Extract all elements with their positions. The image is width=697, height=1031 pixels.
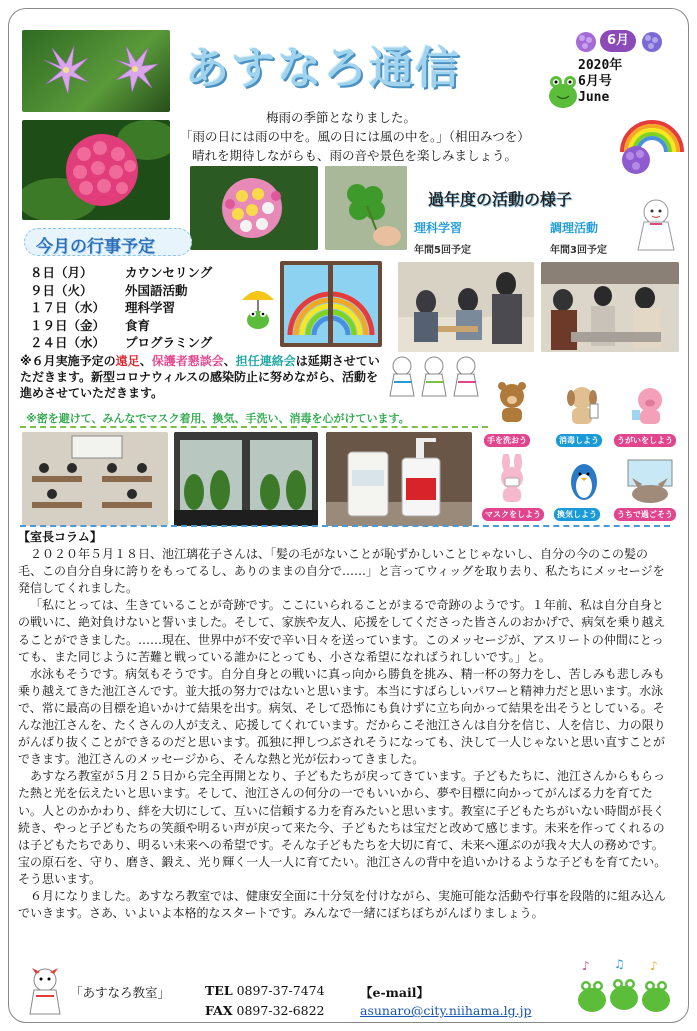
- event-name: 理科学習: [125, 300, 176, 315]
- footer-fax: [205, 1003, 325, 1018]
- director-column: [18, 529, 668, 922]
- column-paragraph: あすなろ教室が５月２５日から完全再開となり、子どもたちが戻ってきています。子どもたちに、池江さんからもらった熱と光を伝えたいと思います。そして、池江さんの何分の一でもいいから、夢や目標に向かってがんばる力を育てたい。人とのかかわり、絆を大切にして、互いに信頼する力を育みたいと思います。教室に子どもたちがいない時間が長く続き、やっと子どもたちの笑顔や明るい声が戻って来た今、子どもたちは宝だと改めて感じます。未来を作ってくれるのは子どもたちであり、明るい未来への希望です。そんな子どもたちを大切に育て、未来へ運ぶのが我々大人の務めです。宝の原石を、守り、磨き、鍛え、光り輝く一人一人に育てたい。池江さんの背中を追いかけるような子どもを育てたい。そう思います。: [18, 769, 667, 886]
- notice-suffix: は延期させていただきます。新型コロナウィルスの感染防止に努めながら、活動を進めさせていただきます。: [20, 354, 380, 400]
- event-name: 外国語活動: [125, 282, 188, 298]
- newsletter-title: あすなろ通信: [185, 43, 461, 94]
- notice-item-teacher-meeting: 担任連絡会: [235, 354, 296, 368]
- cooking-note: 年間3回予定: [550, 245, 607, 256]
- raindrop-border: [20, 525, 670, 527]
- event-name: カウンセリング: [125, 265, 213, 280]
- intro-text: [180, 108, 530, 165]
- notice-item-parent-meeting: 保護者懇談会: [151, 354, 224, 368]
- mascot-icon: [28, 966, 62, 1020]
- dog-disinfect-icon: [562, 380, 602, 432]
- science-activity-photo: [398, 262, 534, 352]
- cooking-label: 調理活動: [550, 221, 599, 235]
- notice-prefix: ※６月実施予定の: [20, 354, 116, 368]
- hygiene-caption: 換気しよう: [554, 508, 600, 521]
- cooking-activity-photo: [541, 262, 679, 352]
- event-date: ９日（火）: [30, 282, 93, 298]
- pig-gargle-icon: [630, 380, 670, 432]
- frog-umbrella-icon: [240, 286, 276, 336]
- notice-item-excursion: 遠足: [115, 354, 140, 368]
- science-note: 年間5回予定: [414, 245, 471, 256]
- notice-text: [20, 353, 380, 401]
- mask-note: ※密を避けて、みんなでマスク着用、換気、手洗い、消毒を心がけています。: [26, 412, 410, 425]
- notice-separator: 、: [223, 354, 236, 368]
- teru-teru-bozu-trio-icon: [386, 352, 482, 404]
- intro-line-3: 晴れを期待しながらも、雨の音や景色を楽しみましょう。: [192, 148, 518, 163]
- intro-line-2: 「雨の日には雨の中を。風の日には風の中を。」（相田みつを）: [180, 129, 530, 144]
- event-row: [30, 264, 212, 282]
- event-name: プログラミング: [125, 335, 213, 350]
- footer-email-label: 【e-mail】: [360, 985, 429, 1000]
- hydrangea-decoration-icon: [574, 30, 598, 58]
- issue-info: [578, 58, 622, 106]
- science-label: 理科学習: [414, 221, 463, 235]
- issue-month-en: June: [578, 90, 610, 105]
- classroom-photo: [22, 432, 168, 526]
- column-paragraph: 水泳もそうです。病気もそうです。自分自身との戦いに真っ向から勝負を挑み、精一杯の努力をし、苦しみも悲しみも乗り越えてきた池江さんです。並大抵の努力ではないと思います。本当にすばらしいパワーと精神力だと思います。水泳で、常に最高の目標を追いかけて結果を出す。病気、そして恐怖にも負けずに立ち向かって結果を出そうとしている。そんな池江さんを、たくさんの人が支え、応援してくれています。だからこそ池江さんは自分を信じ、人を信じ、力の限りがんばり抜くことができるのだと思います。孤独に押しつぶされそうになっても、決して一人じゃないと思い直すことができます。池江さんのメッセージから、そんな熱と光が伝わってきました。: [18, 666, 666, 767]
- issue-month: 6月号: [578, 74, 612, 89]
- column-paragraph: 「私にとっては、生きていることが奇跡です。ここにいられることがまるで奇跡のようです。１年前、私は自分自身との戦いに、絶対負けないと誓いました。そして、家族や友人、応援をしてくださった皆さんのおかげで、病気を乗り越えることができました。……現在、世界中が不安で辛い日々を送っています。このメッセージが、アスリートの仲間にとっても、また同じように苦難と戦っている誰かにとっても、小さな希望になればうれしいです。」と。: [18, 598, 666, 664]
- footer-org: 「あすなろ教室」: [70, 985, 171, 1000]
- event-name: 食育: [125, 317, 151, 333]
- event-row: [30, 334, 212, 352]
- svg-text:♪: ♪: [650, 959, 658, 973]
- bear-washing-hands-icon: [492, 378, 532, 430]
- hydrangea-photo: [22, 120, 170, 220]
- column-paragraph: ６月になりました。あすなろ教室では、健康安全面に十分気を付けながら、実施可能な活動や行事を段階的に組み込んでいきます。さあ、いよいよ本格的なスタートです。みんなで一緒にぼちぼちがんばりましょう。: [18, 888, 667, 921]
- hygiene-caption: うがいをしよう: [614, 434, 676, 447]
- green-dashed-divider: [20, 426, 488, 428]
- event-date: ２４日（水）: [30, 335, 106, 350]
- cat-stay-home-icon: [626, 456, 674, 508]
- column-paragraph: ２０２０年５月１８日、池江璃花子さんは、「髪の毛がないことが恥ずかしいことじゃないし、自分の今のこの髪の毛、この自分自身に誇りをもってるし、ありのままの自分で……」と言ってウィッグを取り去り、私たちにメッセージを発信してくれました。: [18, 547, 665, 596]
- rainbow-hydrangea-icon: [614, 112, 684, 182]
- clover-photo: [325, 166, 407, 250]
- event-date: １７日（水）: [30, 300, 106, 315]
- issue-year: 2020年: [578, 58, 623, 73]
- month-badge: 6月: [600, 30, 636, 52]
- event-row: [30, 299, 212, 317]
- fax-label: FAX: [205, 1003, 233, 1018]
- hydrangea-decoration-icon: [640, 30, 664, 58]
- hygiene-caption: 消毒しよう: [556, 434, 602, 447]
- disinfectant-photo: [326, 432, 472, 526]
- column-heading: 【室長コラム】: [18, 530, 102, 544]
- rabbit-mask-icon: [492, 454, 532, 508]
- hygiene-caption: 手を洗おう: [484, 434, 530, 447]
- svg-text:♫: ♫: [614, 958, 625, 971]
- event-row: [30, 317, 212, 335]
- events-title: 今月の行事予定: [36, 237, 155, 257]
- hygiene-caption: マスクをしよう: [482, 508, 544, 521]
- notice-separator: 、: [139, 354, 152, 368]
- event-row: [30, 282, 212, 300]
- rainbow-window-icon: [280, 261, 382, 347]
- tel-number: 0897-37-7474: [236, 983, 325, 998]
- event-date: ８日（月）: [30, 265, 93, 280]
- penguin-ventilate-icon: [564, 456, 604, 508]
- intro-line-1: 梅雨の季節となりました。: [266, 110, 417, 125]
- lantana-photo: [190, 166, 318, 250]
- events-list: [30, 264, 212, 352]
- frog-icon: [546, 70, 580, 114]
- activities-title: 過年度の活動の様子: [428, 190, 573, 209]
- fax-number: 0897-32-6822: [236, 1003, 325, 1018]
- tel-label: TEL: [205, 983, 233, 998]
- hygiene-caption: うちで過ごそう: [614, 508, 676, 521]
- email-link[interactable]: asunaro@city.niihama.lg.jp: [360, 1003, 532, 1018]
- footer-tel: [205, 983, 325, 998]
- teru-teru-bozu-icon: [636, 196, 676, 260]
- svg-text:♪: ♪: [582, 959, 590, 973]
- bellflower-photo: [22, 30, 170, 112]
- event-date: １９日（金）: [30, 317, 106, 333]
- singing-frogs-icon: [574, 958, 674, 1018]
- ventilated-window-photo: [174, 432, 318, 526]
